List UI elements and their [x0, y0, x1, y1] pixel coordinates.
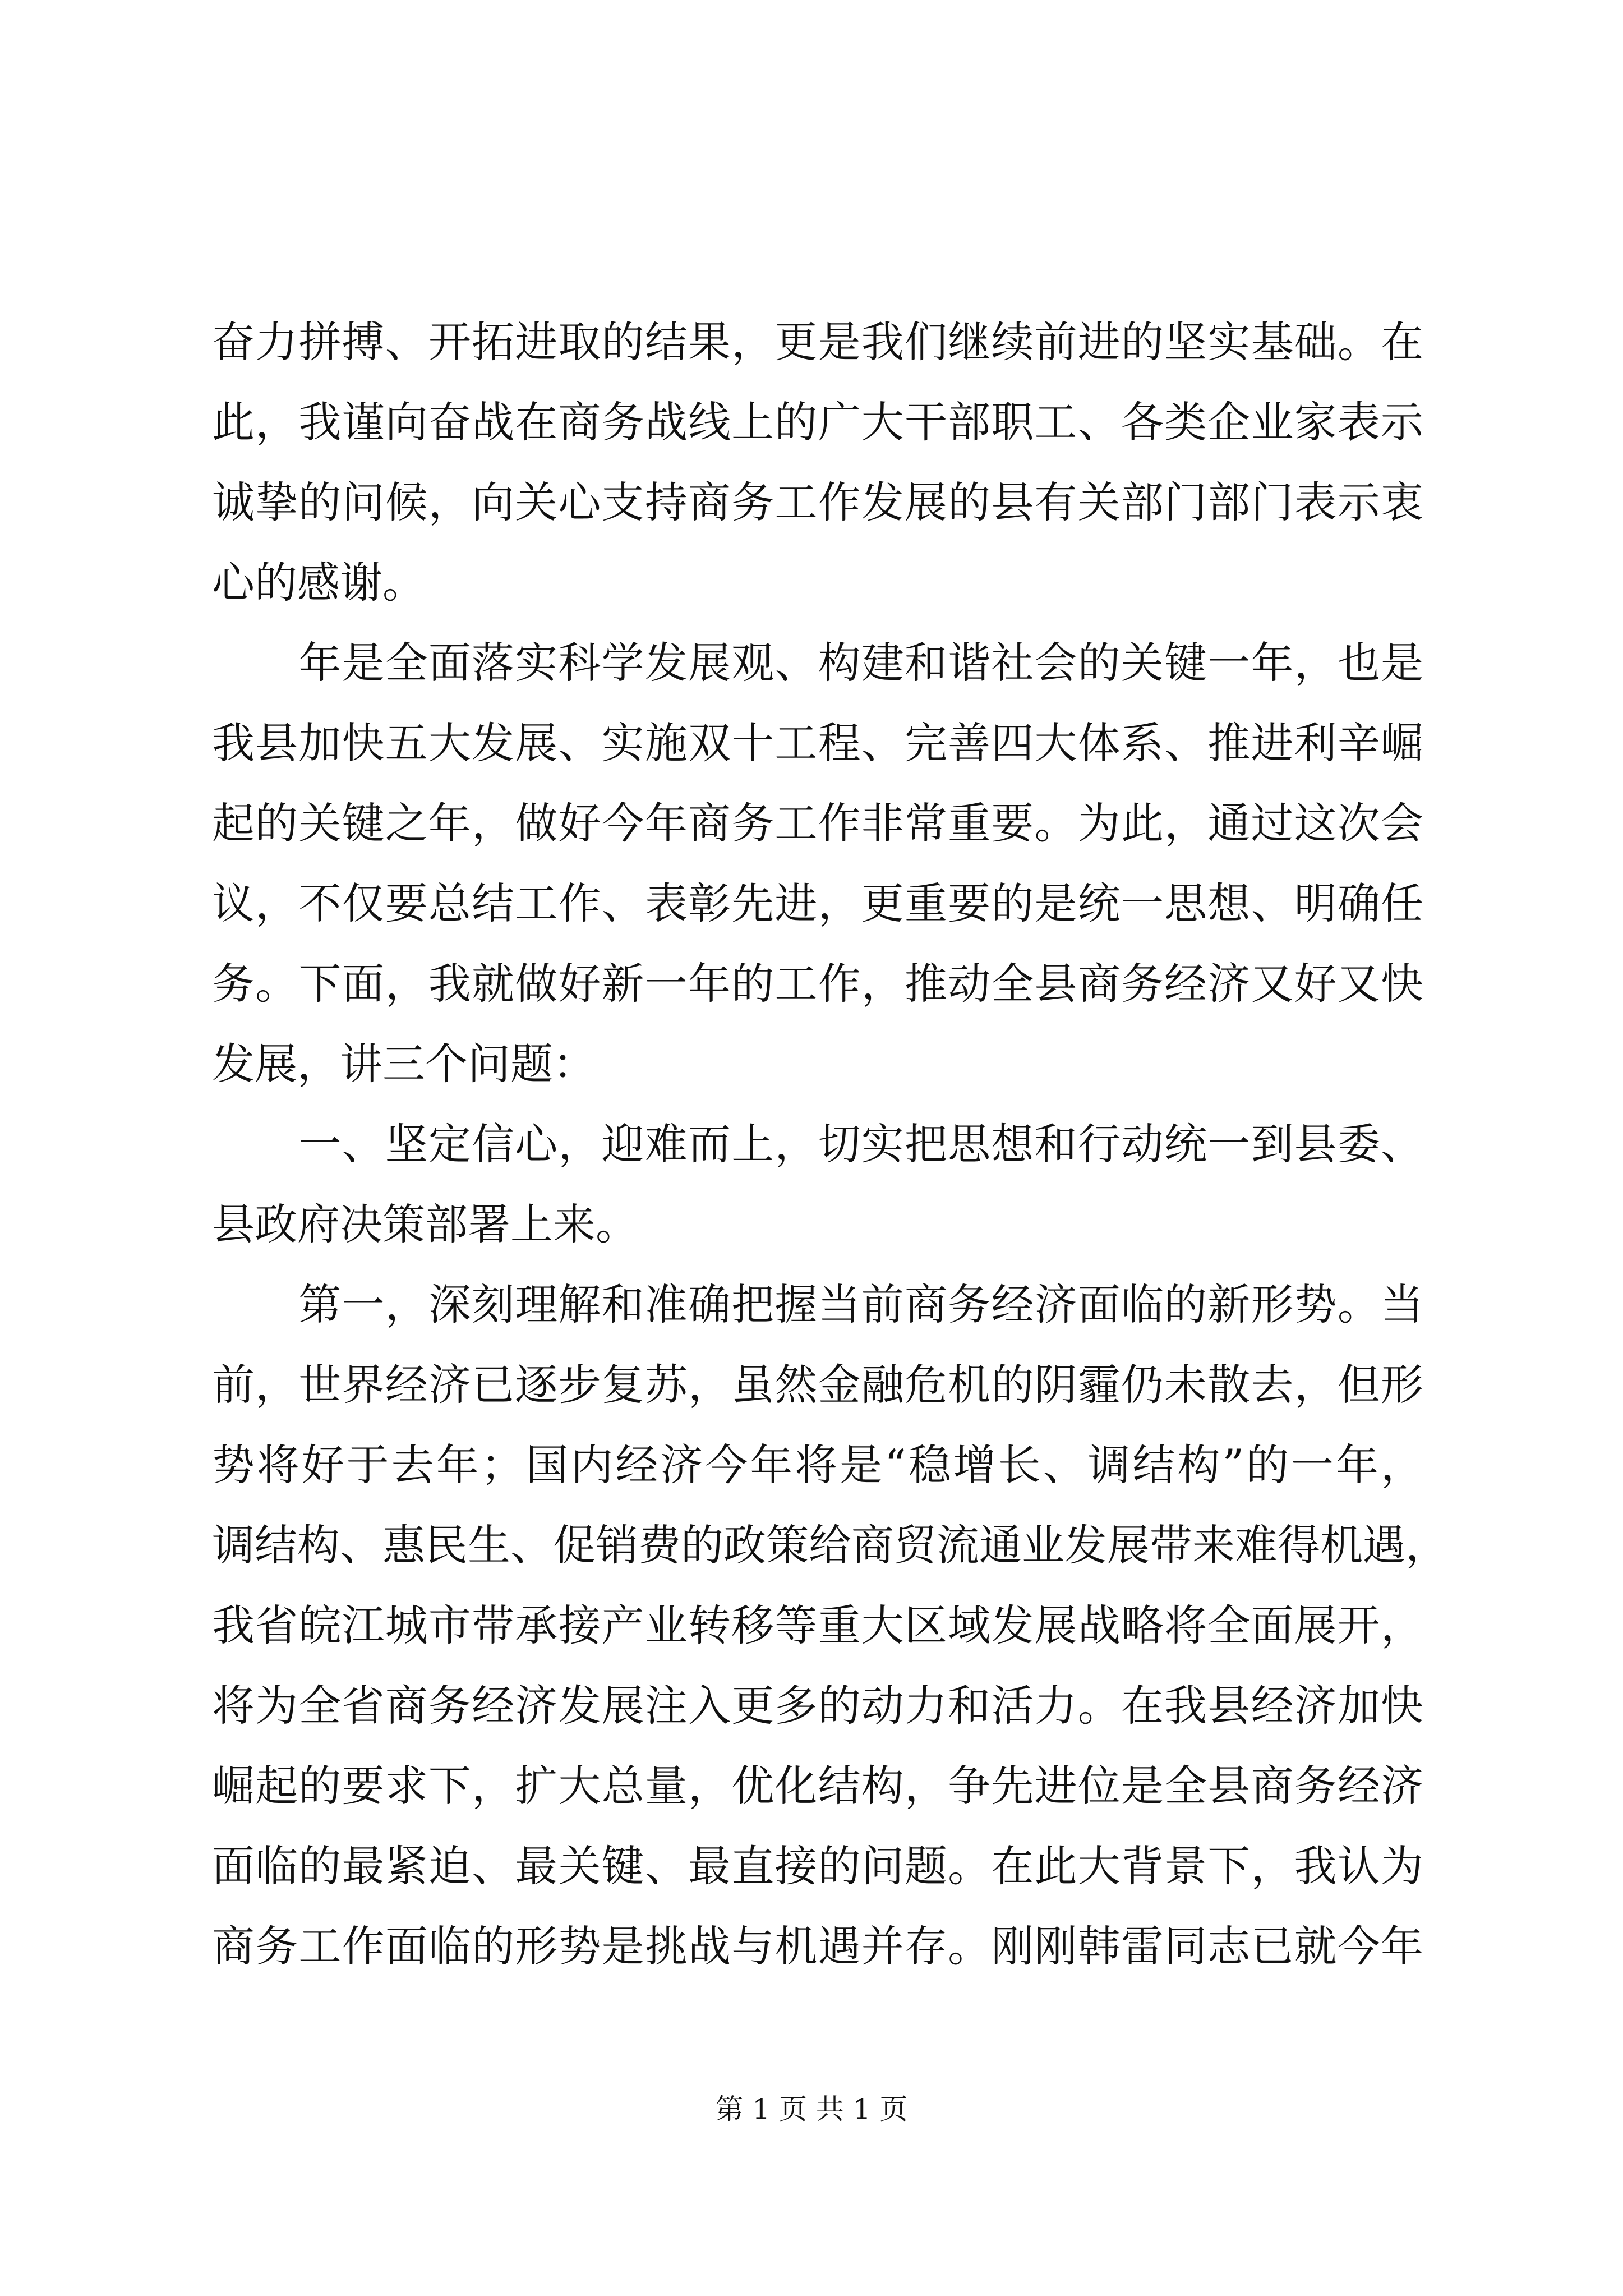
text-line: 第一，深刻理解和准确把握当前商务经济面临的新形势。当 [212, 1280, 1423, 1329]
page-footer: 第 1 页 共 1 页 [715, 2093, 908, 2125]
text-line: 年是全面落实科学发展观、构建和谐社会的关键一年，也是 [212, 638, 1423, 688]
text-line: 将为全省商务经济发展注入更多的动力和活力。在我县经济加快 [212, 1681, 1423, 1731]
text-line: 调结构、惠民生、促销费的政策给商贸流通业发展带来难得机遇， [212, 1520, 1448, 1570]
text-line: 务。下面，我就做好新一年的工作，推动全县商务经济又好又快 [212, 959, 1423, 1009]
text-line: 商务工作面临的形势是挑战与机遇并存。刚刚韩雷同志已就今年 [212, 1921, 1423, 1971]
text-line: 势将好于去年；国内经济今年将是“稳增长、调结构”的一年， [212, 1440, 1423, 1490]
text-line: 前，世界经济已逐步复苏，虽然金融危机的阴霾仍未散去，但形 [212, 1360, 1423, 1410]
text-line: 发展，讲三个问题： [212, 1039, 596, 1089]
text-line: 起的关键之年，做好今年商务工作非常重要。为此，通过这次会 [212, 798, 1423, 848]
text-line: 奋力拼搏、开拓进取的结果，更是我们继续前进的坚实基础。在 [212, 317, 1423, 367]
text-line: 面临的最紧迫、最关键、最直接的问题。在此大背景下，我认为 [212, 1841, 1423, 1891]
text-line: 诚挚的问候，向关心支持商务工作发展的县有关部门部门表示衷 [212, 477, 1423, 527]
text-line: 我省皖江城市带承接产业转移等重大区域发展战略将全面展开， [212, 1600, 1423, 1650]
text-line: 心的感谢。 [212, 558, 425, 608]
text-line: 崛起的要求下，扩大总量，优化结构，争先进位是全县商务经济 [212, 1761, 1423, 1811]
text-line: 议，不仅要总结工作、表彰先进，更重要的是统一思想、明确任 [212, 878, 1423, 928]
text-line: 此，我谨向奋战在商务战线上的广大干部职工、各类企业家表示 [212, 397, 1423, 447]
text-line: 一、坚定信心，迎难而上，切实把思想和行动统一到县委、 [212, 1119, 1423, 1169]
text-line: 县政府决策部署上来。 [212, 1199, 638, 1249]
text-line: 我县加快五大发展、实施双十工程、完善四大体系、推进利辛崛 [212, 718, 1423, 768]
